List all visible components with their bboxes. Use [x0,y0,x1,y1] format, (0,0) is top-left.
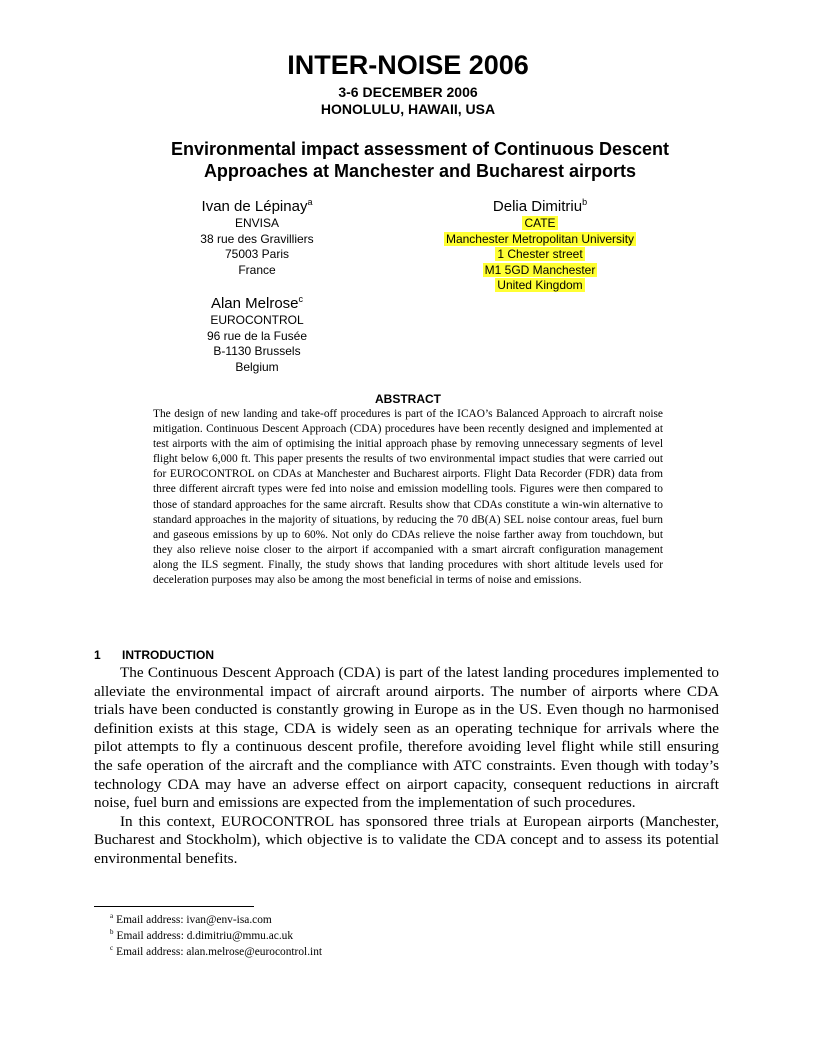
affiliation-line: EUROCONTROL [210,313,304,327]
section-number: 1 [94,648,101,662]
highlighted-text: CATE [524,216,556,230]
author-name: Delia Dimitriu$^b$ [492,197,588,215]
paper-title [0,138,816,182]
abstract-heading: ABSTRACT [375,392,441,406]
affiliation-line [390,216,690,232]
highlighted-text: Manchester Metropolitan University [445,231,635,246]
conference-title: INTER-NOISE 2006 [287,50,529,80]
introduction-body [94,664,719,869]
affiliation-line [390,232,690,248]
author-name: Alan Melrose$^c$ [210,294,304,312]
author-mark: c [298,294,304,304]
section-title: INTRODUCTION [122,648,214,662]
affiliation-line: ENVISA [234,216,279,230]
affiliation-line [390,247,690,263]
conference-location: HONOLULU, HAWAII, USA [320,101,496,117]
footnote: $^b$ Email address: d.dimitriu@mmu.ac.uk [110,928,294,942]
author-mark: b [582,197,588,207]
footnote-divider [94,906,254,907]
affiliation-line [390,278,690,294]
author-block-b [390,197,690,294]
footnote-mark: c [110,944,114,953]
author-block-c [157,294,357,375]
author-name: Ivan de Lépinay$^a$ [201,197,313,215]
highlighted-text: United Kingdom [497,278,583,292]
affiliation-line: Belgium [235,359,279,374]
paragraph: In this context, EUROCONTROL has sponsored three trials at European airports (Manchester, Bucharest and Stockholm), which objective is to validate the CDA concept and to assess its potential environmental benefits. [94,812,719,867]
affiliation-line: 75003 Paris [224,247,290,261]
footnote-mark: b [110,928,114,937]
affiliation-line [390,263,690,279]
footnote-mark: a [110,912,114,921]
affiliation-line: 96 rue de la Fusée [206,328,308,343]
abstract-text: The design of new landing and take-off procedures is part of the ICAO’s Balanced Approach to aircraft noise mitigation. Continuous Descent Approach (CDA) procedures have been recently designed and implemented at test airports with the aim of optimising the initial approach phase by removing unnecessary segments of level flight below 6,000 ft. This paper presents the results of two environmental impact studies that were carried out for EUROCONTROL on CDAs at Manchester and Bucharest airports. Flight Data Recorder (FDR) data from three different aircraft types were fed into noise and emission modelling tools. Figures were then compared to those of standard approaches for the same aircraft. Results show that CDAs constitute a win-win alternative to standard approaches in the majority of situations, by reducing the 70 dB(A) SEL noise contour areas, fuel burn and gaseous emissions by up to 60%. Not only do CDAs relieve the noise farther away from touchdown, but they also relieve noise closer to the airport if accompanied with a smart aircraft configuration management along the ILS segment. Finally, the study shows that landing procedures with short altitude levels used for deceleration purposes may also be among the most beneficial in terms of noise and emissions. [153,408,663,587]
paper-title-line-1: Environmental impact assessment of Continuous Descent [170,139,670,159]
paper-title-line-2: Approaches at Manchester and Bucharest airports [203,161,637,181]
highlighted-text: M1 5GD Manchester [484,262,596,277]
highlighted-text: 1 Chester street [497,247,583,261]
conference-date: 3-6 DECEMBER 2006 [338,84,478,100]
footnote: $^c$ Email address: alan.melrose@eurocontrol.int [110,944,323,958]
affiliation-line: 38 rue des Gravilliers [200,231,314,246]
section-heading [94,648,214,662]
affiliation-line: France [238,262,276,277]
footnote: $^a$ Email address: ivan@env-isa.com [110,912,272,926]
footnotes [110,912,322,960]
author-block-a [157,197,357,278]
paragraph: The Continuous Descent Approach (CDA) is part of the latest landing procedures implemented to alleviate the environmental impact of aircraft around airports. The number of airports where CDA trials have been conducted is constantly growing in Europe as in the US. Even though no harmonised definition exists at this stage, CDA is widely seen as an operating technique for arrivals where the pilot attempts to fly a continuous descent profile, therefore avoiding level flight while still ensuring the safe operation of the aircraft and the compliance with ATC constraints. Even though with today’s technology CDA may have an adverse effect on airport capacity, consequent reductions in aircraft noise, fuel burn and emissions are expected from the implementation of such procedures. [94,664,719,812]
author-mark: a [307,197,313,207]
affiliation-line: B-1130 Brussels [213,344,301,358]
